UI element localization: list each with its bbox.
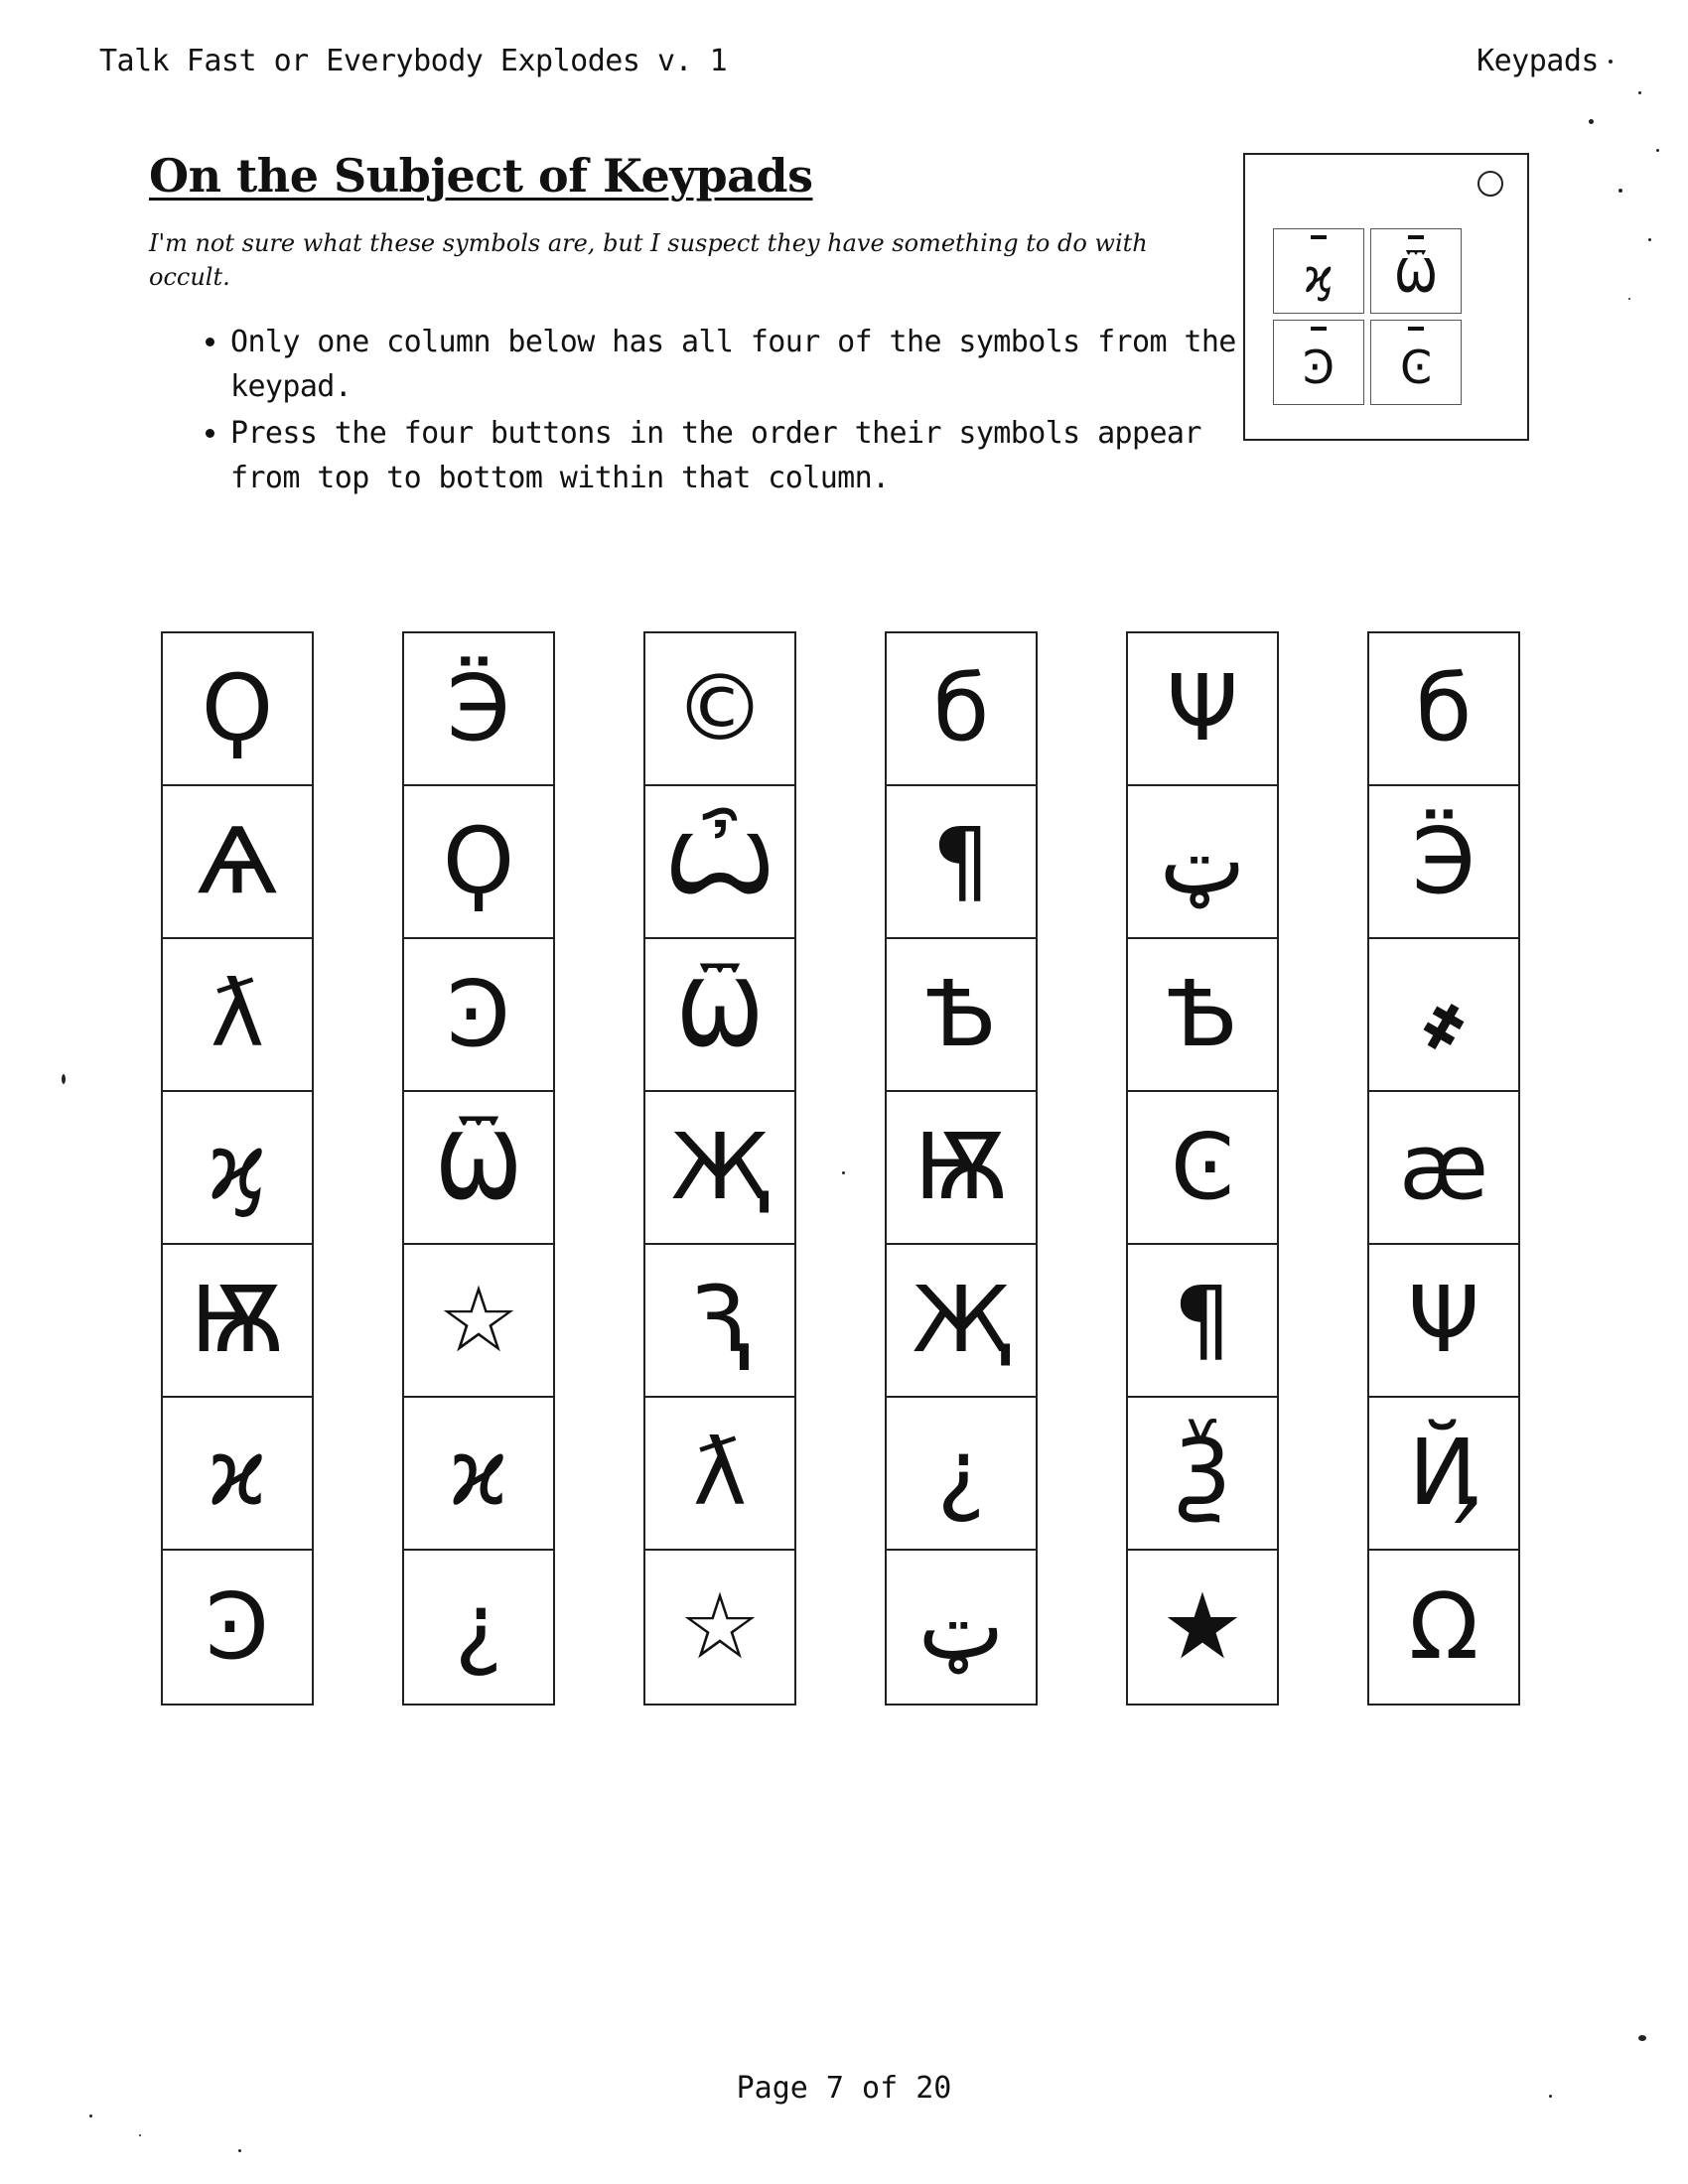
button-lamp-icon xyxy=(1311,327,1327,331)
speckle xyxy=(842,1171,845,1174)
symbol-cell: Ѽ xyxy=(645,786,794,939)
symbol-column-6 xyxy=(1367,631,1520,1706)
speckle xyxy=(89,2115,92,2117)
instruction-item: • Only one column below has all four of the symbols from the keypad. xyxy=(230,320,1273,409)
symbol-cell: Ѿ xyxy=(645,939,794,1092)
keypad-button xyxy=(1370,228,1462,314)
keypad-symbol: Ͼ xyxy=(1399,341,1433,394)
symbol-cell: ƛ xyxy=(645,1398,794,1551)
symbol-cell: ҂ xyxy=(1369,939,1518,1092)
symbol-cell: Ѭ xyxy=(163,1245,312,1398)
symbol-cell: ¿ xyxy=(887,1398,1036,1551)
symbol-cell: ★ xyxy=(1161,1573,1244,1680)
page-number: Page 7 of 20 xyxy=(736,2071,952,2106)
symbol-cell: Ԇ xyxy=(645,1245,794,1398)
flavor-text: I'm not sure what these symbols are, but I suspect they have something to do with occult. xyxy=(149,229,1148,291)
symbol-cell: Ѭ xyxy=(887,1092,1036,1245)
symbol-cell: Ѣ xyxy=(1128,939,1277,1092)
symbol-cell: Ѣ xyxy=(887,939,1036,1092)
status-light-icon xyxy=(1477,171,1503,197)
speckle xyxy=(1628,298,1630,300)
keypad-symbol: Ͽ xyxy=(1302,341,1336,394)
symbol-column-1 xyxy=(161,631,314,1706)
symbol-cell: ϰ xyxy=(404,1398,553,1551)
running-header-section: Keypads xyxy=(1477,44,1599,78)
symbol-cell: Ϙ xyxy=(404,786,553,939)
symbol-cell: Ѧ xyxy=(163,786,312,939)
button-lamp-icon xyxy=(1408,327,1424,331)
keypad-button xyxy=(1273,228,1364,314)
symbol-cell: Ͽ xyxy=(205,1573,270,1680)
keypad-symbol: ϗ xyxy=(1303,249,1335,303)
symbol-cell: Ӭ xyxy=(404,633,553,786)
symbol-cell: Ͼ xyxy=(1128,1092,1277,1245)
speckle xyxy=(1638,2035,1646,2041)
symbol-cell: Ҋ xyxy=(1369,1398,1518,1551)
symbol-cell: ϗ xyxy=(163,1092,312,1245)
keypad-symbol: Ѿ xyxy=(1394,249,1438,303)
symbol-cell: Ѿ xyxy=(404,1092,553,1245)
symbol-cell: б xyxy=(1369,633,1518,786)
symbol-cell: Ѯ xyxy=(1128,1398,1277,1551)
speckle xyxy=(1656,149,1659,152)
symbol-columns xyxy=(161,631,1521,1706)
symbol-cell: Ω xyxy=(1408,1573,1479,1680)
keypad-button xyxy=(1370,320,1462,405)
instructions-list xyxy=(189,320,1273,502)
symbol-cell: ƛ xyxy=(163,939,312,1092)
speckle xyxy=(1648,238,1651,241)
symbol-cell: Ϙ xyxy=(163,633,312,786)
symbol-cell: © xyxy=(645,633,794,786)
symbol-column-2 xyxy=(402,631,555,1706)
speckle xyxy=(1638,91,1641,94)
keypad-button-grid xyxy=(1273,228,1462,405)
speckle xyxy=(1549,2095,1552,2098)
instruction-item: • Press the four buttons in the order their symbols appear from top to bottom within that column. xyxy=(230,411,1273,500)
button-lamp-icon xyxy=(1408,235,1424,239)
keypad-module-illustration xyxy=(1243,153,1529,441)
symbol-cell: ټ xyxy=(1128,786,1277,939)
running-header-title: Talk Fast or Everybody Explodes v. 1 xyxy=(99,44,728,78)
symbol-cell: ☆ xyxy=(678,1573,762,1680)
symbol-cell: ϰ xyxy=(163,1398,312,1551)
symbol-cell: Ӭ xyxy=(1369,786,1518,939)
button-lamp-icon xyxy=(1311,235,1327,239)
symbol-cell: б xyxy=(887,633,1036,786)
symbol-cell: Ψ xyxy=(1128,633,1277,786)
speckle xyxy=(1609,60,1613,64)
symbol-cell: Җ xyxy=(645,1092,794,1245)
symbol-cell: ټ xyxy=(917,1573,1005,1680)
page-title: On the Subject of Keypads xyxy=(149,149,813,203)
symbol-cell: ¶ xyxy=(1128,1245,1277,1398)
speckle xyxy=(238,2149,241,2152)
speckle xyxy=(1618,189,1622,193)
symbol-column-5 xyxy=(1126,631,1279,1706)
keypad-button xyxy=(1273,320,1364,405)
symbol-cell: Ψ xyxy=(1369,1245,1518,1398)
symbol-cell: ☆ xyxy=(404,1245,553,1398)
symbol-cell: Җ xyxy=(887,1245,1036,1398)
symbol-cell: ¶ xyxy=(887,786,1036,939)
symbol-cell: æ xyxy=(1369,1092,1518,1245)
symbol-column-3 xyxy=(643,631,796,1706)
symbol-cell: ¿ xyxy=(454,1573,503,1680)
speckle xyxy=(1589,119,1594,124)
speckle xyxy=(62,1074,66,1084)
speckle xyxy=(139,2134,141,2136)
symbol-cell: Ͽ xyxy=(404,939,553,1092)
symbol-column-4 xyxy=(885,631,1038,1706)
